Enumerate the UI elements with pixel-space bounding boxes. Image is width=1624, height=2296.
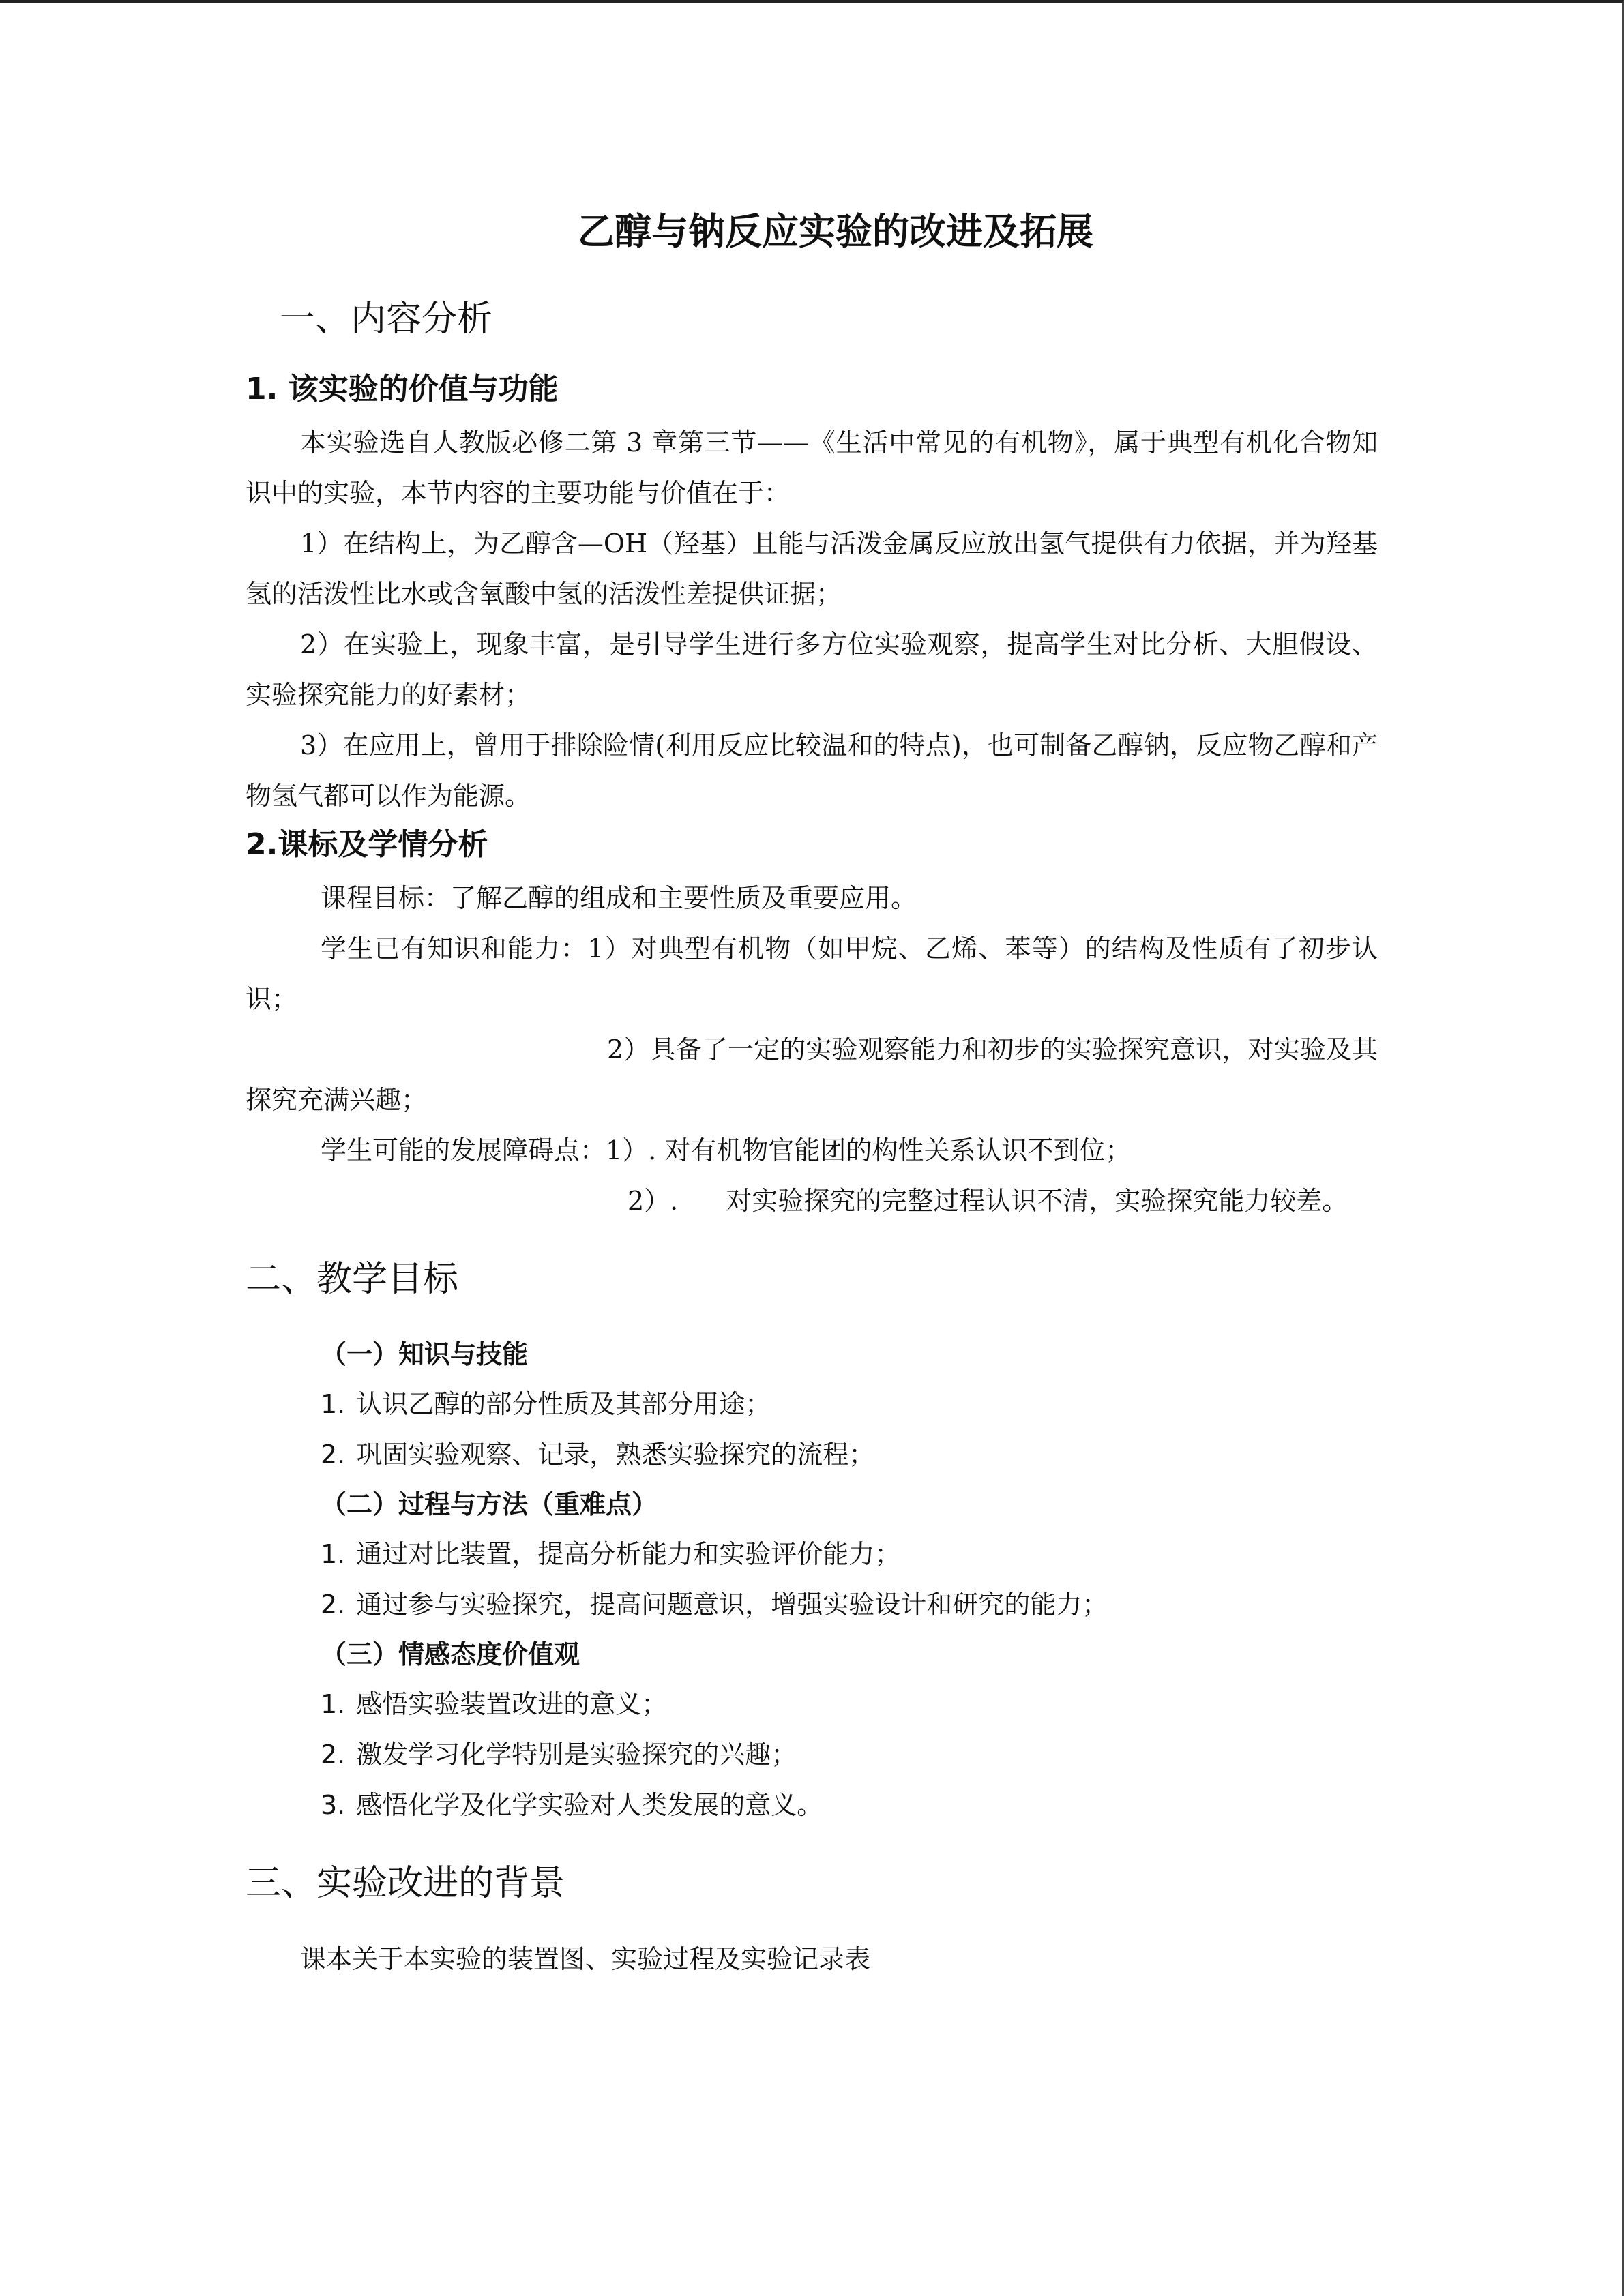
list-item: 3. 感悟化学及化学实验对人类发展的意义。 [321,1790,823,1820]
document-body [246,205,1378,1984]
subsection-1-heading: 1. 该实验的价值与功能 [246,372,559,406]
paragraph-intro: 本实验选自人教版必修二第 3 章第三节——《生活中常见的有机物》，属于典型有机化合物知识中的实验，本节内容的主要功能与价值在于： [246,428,1378,508]
section-1-heading: 一、内容分析 [280,299,493,340]
list-item: 2. 巩固实验观察、记录，熟悉实验探究的流程； [321,1440,875,1470]
paragraph-background: 课本关于本实验的装置图、实验过程及实验记录表 [300,1944,871,1974]
subsection-2-heading: 2.课标及学情分析 [246,827,488,862]
goal-group-3-heading: （三）情感态度价值观 [321,1639,580,1669]
paragraph-obstacle-2 [246,1176,1378,1226]
document-title: 乙醇与钠反应实验的改进及拓展 [578,210,1093,253]
goal-group-1-heading: （一）知识与技能 [321,1339,529,1369]
paragraph-structure: 1）在结构上，为乙醇含—OH（羟基）且能与活泼金属反应放出氢气提供有力依据，并为羟基氢的活泼性比水或含氧酸中氢的活泼性差提供证据； [246,528,1378,609]
goal-group-2-heading: （二）过程与方法（重难点） [321,1489,658,1519]
paragraph-obstacle-1: 学生可能的发展障碍点：1）. 对有机物官能团的构性关系认识不到位； [321,1135,1132,1165]
obstacle-2-number: 2）. [628,1186,679,1216]
list-item: 1. 认识乙醇的部分性质及其部分用途； [321,1389,771,1419]
paragraph-known-2: 2）具备了一定的实验观察能力和初步的实验探究意识，对实验及其探究充满兴趣； [246,1034,1378,1115]
list-item: 1. 通过对比装置，提高分析能力和实验评价能力； [321,1539,901,1569]
section-3-heading: 三、实验改进的背景 [246,1863,565,1904]
list-item: 1. 感悟实验装置改进的意义； [321,1689,668,1719]
paragraph-known-1: 学生已有知识和能力：1）对典型有机物（如甲烷、乙烯、苯等）的结构及性质有了初步认识； [246,934,1378,1014]
paragraph-course-goal: 课程目标：了解乙醇的组成和主要性质及重要应用。 [321,883,917,913]
paragraph-application: 3）在应用上，曾用于排除险情(利用反应比较温和的特点)，也可制备乙醇钠，反应物乙醇和产物氢气都可以作为能源。 [246,730,1378,811]
list-item: 2. 通过参与实验探究，提高问题意识，增强实验设计和研究的能力； [321,1590,1108,1620]
section-2-heading: 二、教学目标 [246,1259,459,1300]
paragraph-experiment: 2）在实验上，现象丰富，是引导学生进行多方位实验观察，提高学生对比分析、大胆假设、实验探究能力的好素材； [246,629,1378,710]
obstacle-2-text: 对实验探究的完整过程认识不清，实验探究能力较差。 [726,1186,1348,1216]
list-item: 2. 激发学习化学特别是实验探究的兴趣； [321,1740,797,1770]
